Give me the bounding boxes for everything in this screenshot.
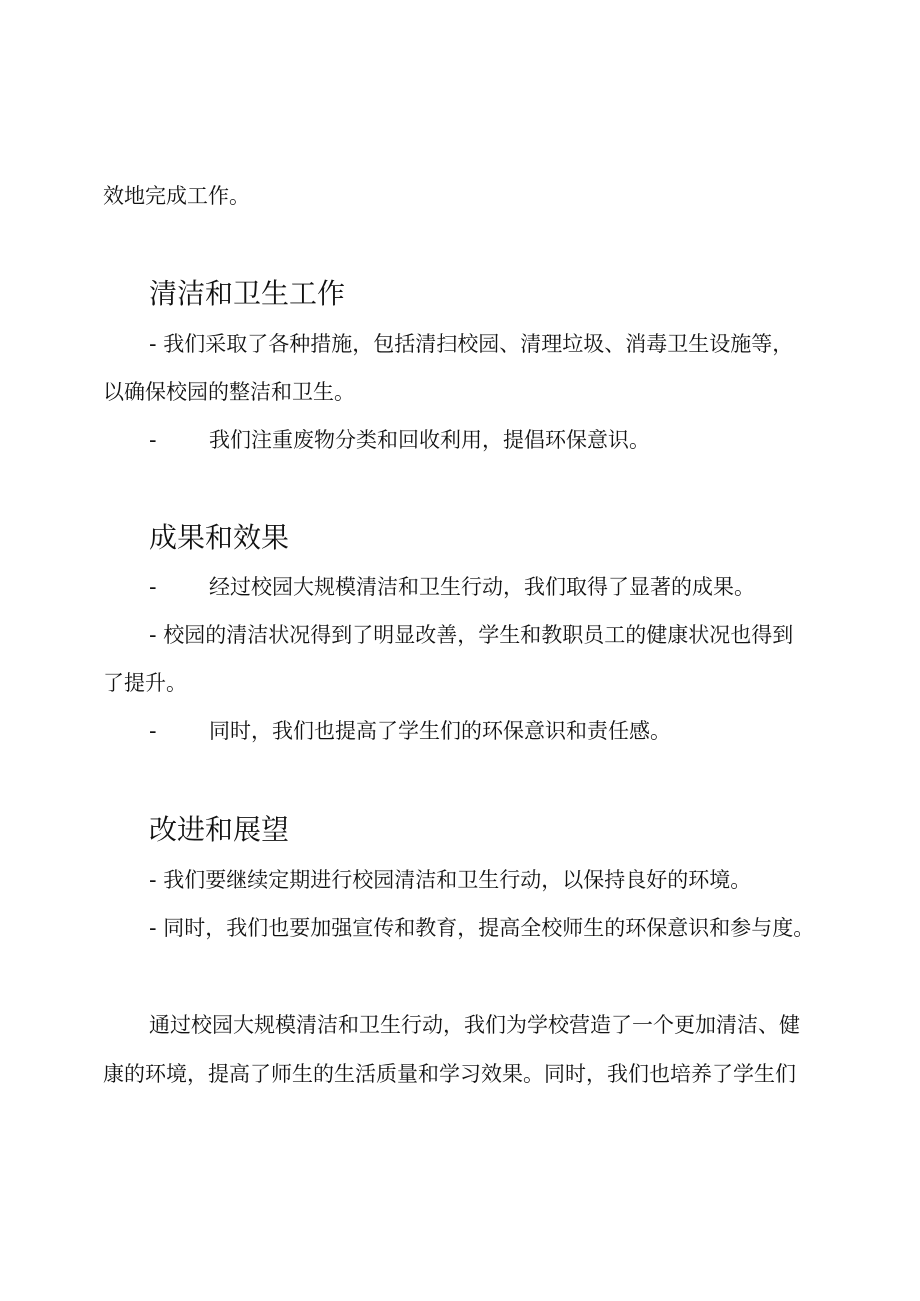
results-item-3	[149, 717, 819, 745]
cleaning-item-2	[149, 426, 819, 454]
conclusion-line2: 康的环境，提高了师生的生活质量和学习效果。同时，我们也培养了学生们	[103, 1062, 796, 1086]
results-item-2-line2: 了提升。	[103, 671, 187, 695]
bullet-dash: -	[149, 428, 157, 452]
results-item-1-text: 经过校园大规模清洁和卫生行动，我们取得了显著的成果。	[209, 575, 755, 599]
improvement-item-2: - 同时，我们也要加强宣传和教育，提高全校师生的环保意识和参与度。	[149, 916, 815, 940]
cleaning-item-1-line2: 以确保校园的整洁和卫生。	[103, 380, 355, 404]
bullet-dash: -	[149, 575, 157, 599]
section-heading-results: 成果和效果	[149, 521, 290, 554]
cleaning-item-1-line1: - 我们采取了各种措施，包括清扫校园、清理垃圾、消毒卫生设施等，	[149, 332, 794, 356]
results-item-1	[149, 573, 819, 601]
section-heading-improvement: 改进和展望	[149, 813, 290, 846]
results-item-2-line1: - 校园的清洁状况得到了明显改善，学生和教职员工的健康状况也得到	[149, 623, 794, 647]
section-heading-cleaning: 清洁和卫生工作	[149, 277, 346, 310]
bullet-dash: -	[149, 719, 157, 743]
cleaning-item-2-text: 我们注重废物分类和回收利用，提倡环保意识。	[209, 428, 650, 452]
intro-tail-text: 效地完成工作。	[103, 184, 250, 208]
results-item-3-text: 同时，我们也提高了学生们的环保意识和责任感。	[209, 719, 671, 743]
improvement-item-1: - 我们要继续定期进行校园清洁和卫生行动，以保持良好的环境。	[149, 868, 752, 892]
conclusion-line1: 通过校园大规模清洁和卫生行动，我们为学校营造了一个更加清洁、健	[149, 1013, 800, 1037]
